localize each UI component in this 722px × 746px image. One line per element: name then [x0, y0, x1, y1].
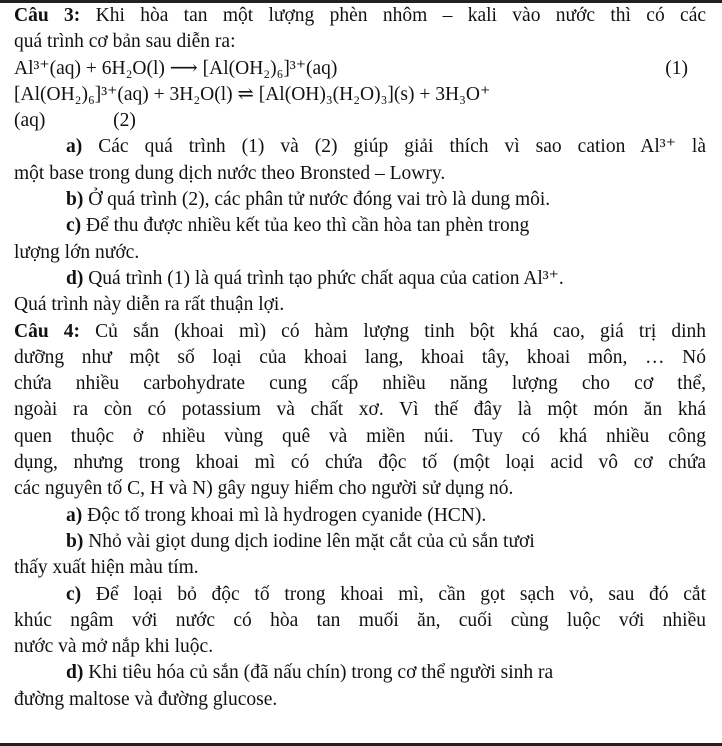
- q4-statement-d: [14, 660, 706, 686]
- q3-statement-d-cont: Quá trình này diễn ra rất thuận lợi.: [14, 294, 285, 316]
- eq2-right: [Al(OH)₃(H₂O)₃](s) + 3H₃O⁺: [258, 83, 491, 105]
- q4-c-text: Để loại bỏ độc tố trong khoai mì, cần gọt sạch vỏ, sau đó cắt: [95, 583, 707, 605]
- q4-label: Câu 4:: [14, 320, 81, 342]
- eq1-arrow: ⟶: [169, 57, 198, 79]
- q4-statement-c-cont2: nước và mở nắp khi luộc.: [14, 636, 214, 658]
- q3-label: Câu 3:: [14, 5, 81, 26]
- q3-d-label: d): [66, 267, 84, 289]
- eq2-number: (2): [113, 110, 136, 132]
- q4-line-3: chứa nhiều carbohydrate cung cấp nhiều năng lượng cho cơ thể,: [14, 373, 706, 395]
- q3-a-text: Các quá trình (1) và (2) giúp giải thích vì sao cation Al³⁺ là: [98, 136, 706, 158]
- q3-statement-a: [14, 134, 706, 160]
- q4-a-text: Độc tố trong khoai mì là hydrogen cyanide (HCN).: [87, 504, 487, 526]
- q3-a-label: a): [66, 136, 83, 158]
- q3-equation-2: [14, 82, 706, 108]
- q4-statement-a: [14, 503, 706, 529]
- eq1-left: Al³⁺(aq) + 6H₂O(l): [14, 57, 165, 79]
- q3-statement-d: [14, 266, 706, 292]
- q4-line-5: quen thuộc ở nhiều vùng quê và miền núi. Tuy có khá nhiều công: [14, 425, 706, 447]
- q3-statement-c: [14, 213, 706, 239]
- q4-a-label: a): [66, 504, 83, 526]
- q4-statement-b: [14, 529, 706, 555]
- q3-statement-a-cont: một base trong dung dịch nước theo Bronsted – Lowry.: [14, 162, 446, 184]
- q3-statement-b: [14, 187, 706, 213]
- q3-c-text: Để thu được nhiều kết tủa keo thì cần hòa tan phèn trong: [86, 215, 530, 237]
- q4-statement-d-cont: đường maltose và đường glucose.: [14, 688, 278, 710]
- q3-c-label: c): [66, 215, 82, 237]
- q3-intro: Khi hòa tan một lượng phèn nhôm – kali vào nước thì có các: [95, 5, 707, 26]
- q4-b-label: b): [66, 530, 84, 552]
- q4-d-text: Khi tiêu hóa củ sắn (đã nấu chín) trong cơ thể người sinh ra: [88, 662, 554, 684]
- q4-statement-c: [14, 582, 706, 608]
- q3-line-2: quá trình cơ bản sau diễn ra:: [14, 31, 236, 53]
- eq2-left: [Al(OH₂)₆]³⁺(aq) + 3H₂O(l): [14, 83, 233, 105]
- q3-b-text: Ở quá trình (2), các phân tử nước đóng vai trò là dung môi.: [88, 189, 551, 211]
- q3-equation-2-cont: [14, 108, 706, 134]
- eq1-number: (1): [665, 57, 688, 79]
- q4-b-text: Nhỏ vài giọt dung dịch iodine lên mặt cắt của củ sắn tươi: [88, 530, 535, 552]
- q3-equation-1: [14, 56, 706, 82]
- q4-line-7: các nguyên tố C, H và N) gây nguy hiểm cho người sử dụng nó.: [14, 478, 514, 500]
- q4-line-1: [14, 319, 706, 345]
- eq2-arrow: ⇌: [237, 83, 254, 105]
- q4-line-2: dưỡng như một số loại của khoai lang, khoai tây, khoai môn, … Nó: [14, 346, 706, 368]
- eq2-cont: (aq): [14, 110, 46, 132]
- q3-d-text: Quá trình (1) là quá trình tạo phức chất aqua của cation Al³⁺.: [88, 267, 564, 289]
- eq1-right: [Al(OH₂)₆]³⁺(aq): [202, 57, 338, 79]
- q4-d-label: d): [66, 662, 84, 684]
- q4-statement-c-cont: khúc ngâm với nước có hòa tan muối ăn, cuối cùng luộc với nhiều: [14, 609, 706, 631]
- q4-p1: Củ sắn (khoai mì) có hàm lượng tinh bột khá cao, giá trị dinh: [95, 320, 707, 342]
- q4-c-label: c): [66, 583, 82, 605]
- q4-statement-b-cont: thấy xuất hiện màu tím.: [14, 557, 199, 579]
- q4-line-4: ngoài ra còn có potassium và chất xơ. Vì thế đây là một món ăn khá: [14, 399, 706, 421]
- q4-line-6: dụng, nhưng trong khoai mì có chứa độc tố (một loại acid vô cơ chứa: [14, 452, 706, 474]
- q3-statement-c-cont: lượng lớn nước.: [14, 241, 140, 263]
- q3-b-label: b): [66, 189, 84, 211]
- q3-line-1: [14, 3, 706, 29]
